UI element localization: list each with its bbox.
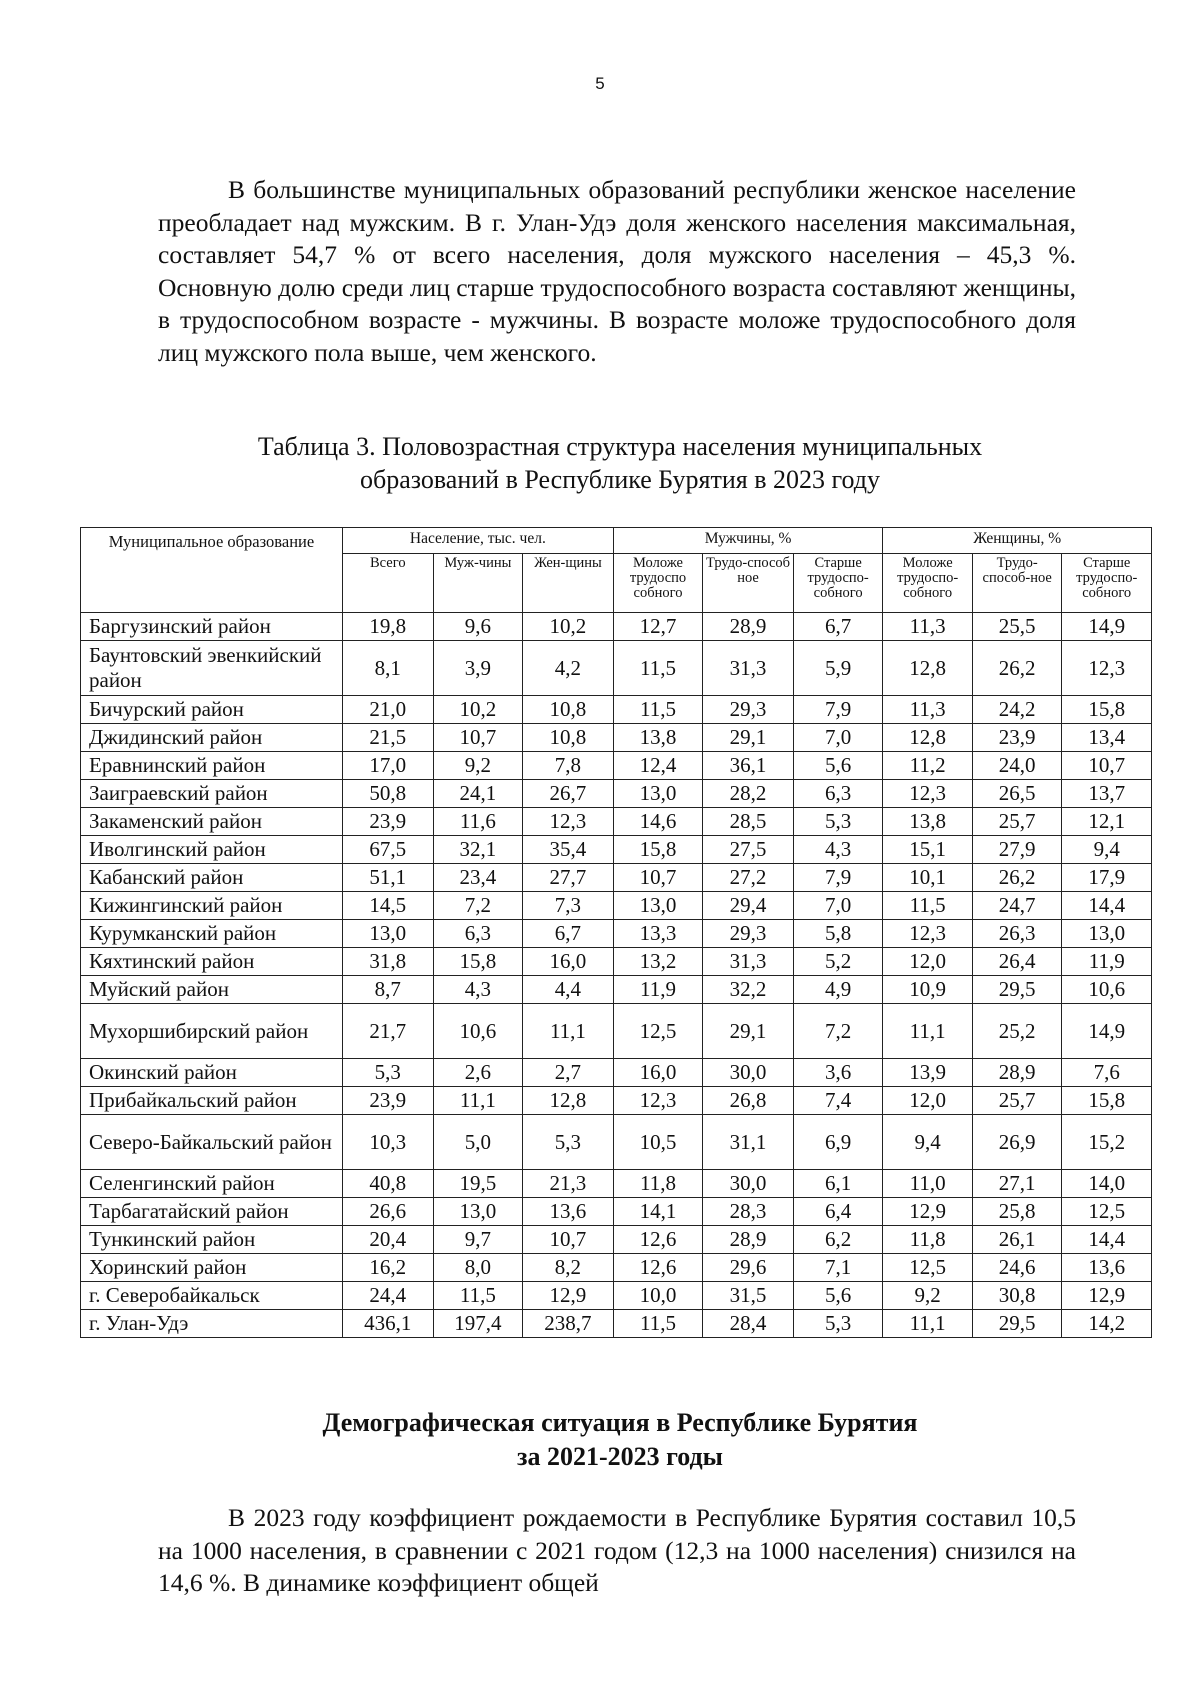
table-cell: 23,9	[343, 1087, 434, 1115]
municipality-name: Еравнинский район	[81, 752, 343, 780]
table-cell: 10,7	[523, 1226, 614, 1254]
table-cell: 13,8	[883, 808, 973, 836]
table-cell: 8,2	[523, 1254, 614, 1282]
table-cell: 25,7	[972, 808, 1062, 836]
table-cell: 51,1	[343, 864, 434, 892]
table-cell: 32,1	[433, 836, 523, 864]
municipality-name: Хоринский район	[81, 1254, 343, 1282]
table-cell: 5,6	[793, 1282, 883, 1310]
table-cell: 7,0	[793, 724, 883, 752]
table-cell: 29,6	[703, 1254, 794, 1282]
table-row	[81, 1282, 1152, 1310]
table-cell: 30,8	[972, 1282, 1062, 1310]
table-row	[81, 752, 1152, 780]
table-cell: 12,6	[613, 1254, 703, 1282]
table-cell: 5,9	[793, 641, 883, 696]
table-cell: 25,2	[972, 1004, 1062, 1059]
table-cell: 12,3	[613, 1087, 703, 1115]
table-cell: 24,7	[972, 892, 1062, 920]
table-cell: 35,4	[523, 836, 614, 864]
municipality-name: Баунтовский эвенкийский район	[81, 641, 343, 696]
table-cell: 11,1	[523, 1004, 614, 1059]
table-row	[81, 1115, 1152, 1170]
table-row	[81, 892, 1152, 920]
table-cell: 16,0	[613, 1059, 703, 1087]
table-cell: 16,0	[523, 948, 614, 976]
table-cell: 2,7	[523, 1059, 614, 1087]
table-cell: 12,8	[883, 641, 973, 696]
table-cell: 26,2	[972, 641, 1062, 696]
table-row	[81, 1198, 1152, 1226]
table-cell: 13,0	[613, 892, 703, 920]
table-cell: 23,4	[433, 864, 523, 892]
municipality-name: Баргузинский район	[81, 613, 343, 641]
table-cell: 197,4	[433, 1310, 523, 1338]
table-cell: 15,8	[433, 948, 523, 976]
table-cell: 36,1	[703, 752, 794, 780]
table-cell: 12,3	[883, 780, 973, 808]
table-cell: 11,1	[433, 1087, 523, 1115]
table-cell: 31,3	[703, 948, 794, 976]
table-cell: 3,6	[793, 1059, 883, 1087]
table-cell: 4,2	[523, 641, 614, 696]
table-cell: 7,9	[793, 696, 883, 724]
table-cell: 30,0	[703, 1170, 794, 1198]
table-cell: 28,9	[972, 1059, 1062, 1087]
table-cell: 31,1	[703, 1115, 794, 1170]
table-cell: 11,1	[883, 1310, 973, 1338]
table-cell: 10,8	[523, 724, 614, 752]
table-cell: 436,1	[343, 1310, 434, 1338]
table-cell: 11,5	[613, 641, 703, 696]
table-cell: 13,0	[1062, 920, 1152, 948]
table-cell: 12,5	[1062, 1198, 1152, 1226]
table-cell: 24,4	[343, 1282, 434, 1310]
municipality-name: Бичурский район	[81, 696, 343, 724]
table-cell: 27,2	[703, 864, 794, 892]
table-row	[81, 724, 1152, 752]
page-number: 5	[595, 74, 605, 93]
table-cell: 12,9	[1062, 1282, 1152, 1310]
municipality-name: г. Северобайкальск	[81, 1282, 343, 1310]
table-cell: 19,8	[343, 613, 434, 641]
table-cell: 29,5	[972, 1310, 1062, 1338]
table-cell: 11,9	[613, 976, 703, 1004]
table-cell: 4,3	[793, 836, 883, 864]
table-row	[81, 948, 1152, 976]
table-cell: 5,3	[793, 1310, 883, 1338]
table-cell: 12,9	[883, 1198, 973, 1226]
population-structure-table	[80, 527, 1152, 1338]
table-cell: 10,6	[1062, 976, 1152, 1004]
table-cell: 28,5	[703, 808, 794, 836]
table-cell: 7,4	[793, 1087, 883, 1115]
table-cell: 12,8	[883, 724, 973, 752]
table-cell: 11,5	[883, 892, 973, 920]
municipality-name: Мухоршибирский район	[81, 1004, 343, 1059]
municipality-name: Джидинский район	[81, 724, 343, 752]
table-cell: 31,8	[343, 948, 434, 976]
table-cell: 26,4	[972, 948, 1062, 976]
table-caption	[80, 430, 1160, 496]
table-row	[81, 836, 1152, 864]
table-cell: 4,9	[793, 976, 883, 1004]
table-cell: 32,2	[703, 976, 794, 1004]
municipality-name: Селенгинский район	[81, 1170, 343, 1198]
table-row	[81, 1170, 1152, 1198]
header-men-count: Муж-чины	[433, 554, 523, 613]
table-cell: 5,3	[343, 1059, 434, 1087]
table-cell: 14,4	[1062, 1226, 1152, 1254]
table-row	[81, 808, 1152, 836]
table-cell: 11,8	[883, 1226, 973, 1254]
table-cell: 11,8	[613, 1170, 703, 1198]
table-cell: 15,8	[1062, 696, 1152, 724]
table-row	[81, 976, 1152, 1004]
table-cell: 14,4	[1062, 892, 1152, 920]
municipality-name: Тункинский район	[81, 1226, 343, 1254]
table-cell: 9,4	[1062, 836, 1152, 864]
table-cell: 10,6	[433, 1004, 523, 1059]
table-cell: 10,2	[433, 696, 523, 724]
table-cell: 31,3	[703, 641, 794, 696]
table-cell: 13,0	[343, 920, 434, 948]
table-row	[81, 696, 1152, 724]
table-cell: 10,7	[613, 864, 703, 892]
table-cell: 7,6	[1062, 1059, 1152, 1087]
municipality-name: Прибайкальский район	[81, 1087, 343, 1115]
header-total: Всего	[343, 554, 434, 613]
header-men-old: Старше трудоспо-собного	[793, 554, 883, 613]
table-cell: 4,4	[523, 976, 614, 1004]
table-cell: 6,2	[793, 1226, 883, 1254]
table-cell: 24,2	[972, 696, 1062, 724]
table-cell: 9,2	[433, 752, 523, 780]
table-row	[81, 1310, 1152, 1338]
table-cell: 13,0	[433, 1198, 523, 1226]
table-cell: 26,8	[703, 1087, 794, 1115]
table-row	[81, 1059, 1152, 1087]
table-cell: 10,5	[613, 1115, 703, 1170]
table-cell: 5,8	[793, 920, 883, 948]
section-title-line-1: Демографическая ситуация в Республике Бурятия	[322, 1408, 918, 1437]
table-cell: 11,6	[433, 808, 523, 836]
municipality-name: Кяхтинский район	[81, 948, 343, 976]
table-row	[81, 613, 1152, 641]
table-cell: 10,1	[883, 864, 973, 892]
header-women-young: Моложе трудоспо-собного	[883, 554, 973, 613]
table-cell: 2,6	[433, 1059, 523, 1087]
municipality-name: Кабанский район	[81, 864, 343, 892]
table-cell: 6,4	[793, 1198, 883, 1226]
table-cell: 12,8	[523, 1087, 614, 1115]
table-cell: 11,5	[613, 1310, 703, 1338]
table-cell: 6,1	[793, 1170, 883, 1198]
table-cell: 24,1	[433, 780, 523, 808]
table-cell: 28,2	[703, 780, 794, 808]
table-cell: 29,3	[703, 920, 794, 948]
table-cell: 21,3	[523, 1170, 614, 1198]
table-cell: 15,8	[1062, 1087, 1152, 1115]
table-cell: 29,1	[703, 1004, 794, 1059]
table-cell: 10,7	[1062, 752, 1152, 780]
table-cell: 11,9	[1062, 948, 1152, 976]
table-cell: 7,1	[793, 1254, 883, 1282]
table-cell: 12,0	[883, 1087, 973, 1115]
table-cell: 50,8	[343, 780, 434, 808]
table-cell: 12,5	[883, 1254, 973, 1282]
table-cell: 11,3	[883, 613, 973, 641]
table-cell: 27,9	[972, 836, 1062, 864]
header-men-group: Мужчины, %	[613, 528, 883, 554]
table-cell: 21,7	[343, 1004, 434, 1059]
table-cell: 238,7	[523, 1310, 614, 1338]
table-cell: 11,3	[883, 696, 973, 724]
table-cell: 24,0	[972, 752, 1062, 780]
table-cell: 9,4	[883, 1115, 973, 1170]
table-cell: 67,5	[343, 836, 434, 864]
header-population-group: Население, тыс. чел.	[343, 528, 614, 554]
table-row	[81, 864, 1152, 892]
table-cell: 14,0	[1062, 1170, 1152, 1198]
table-cell: 29,4	[703, 892, 794, 920]
table-cell: 13,0	[613, 780, 703, 808]
table-cell: 8,1	[343, 641, 434, 696]
table-row	[81, 920, 1152, 948]
table-cell: 24,6	[972, 1254, 1062, 1282]
table-cell: 31,5	[703, 1282, 794, 1310]
table-cell: 12,7	[613, 613, 703, 641]
table-cell: 12,0	[883, 948, 973, 976]
table-cell: 4,3	[433, 976, 523, 1004]
table-row	[81, 1254, 1152, 1282]
table-cell: 10,7	[433, 724, 523, 752]
header-men-working: Трудо-способ ное	[703, 554, 794, 613]
table-cell: 10,2	[523, 613, 614, 641]
table-cell: 13,2	[613, 948, 703, 976]
municipality-name: Кижингинский район	[81, 892, 343, 920]
table-cell: 12,3	[1062, 641, 1152, 696]
table-cell: 5,2	[793, 948, 883, 976]
table-cell: 14,9	[1062, 1004, 1152, 1059]
municipality-name: Тарбагатайский район	[81, 1198, 343, 1226]
intro-paragraph: В большинстве муниципальных образований республики женское население преобладает над мужским. В г. Улан-Удэ доля женского населения максимальная, составляет 54,7 % от всего населения, доля мужского населения – 45,3 %. Основную долю среди лиц старше трудоспособного возраста составляют женщины, в трудоспособном возрасте - мужчины. В возрасте моложе трудоспособного доля лиц мужского пола выше, чем женского.	[158, 175, 1076, 367]
table-cell: 7,9	[793, 864, 883, 892]
municipality-name: Иволгинский район	[81, 836, 343, 864]
table-cell: 11,5	[613, 696, 703, 724]
table-cell: 7,3	[523, 892, 614, 920]
table-cell: 10,9	[883, 976, 973, 1004]
header-women-old: Старше трудоспо-собного	[1062, 554, 1152, 613]
table-cell: 30,0	[703, 1059, 794, 1087]
table-cell: 19,5	[433, 1170, 523, 1198]
table-caption-line-2: образований в Республике Бурятия в 2023 году	[359, 465, 881, 494]
table-cell: 12,4	[613, 752, 703, 780]
table-cell: 14,5	[343, 892, 434, 920]
table-cell: 25,5	[972, 613, 1062, 641]
header-women-working: Трудо-способ-ное	[972, 554, 1062, 613]
table-cell: 40,8	[343, 1170, 434, 1198]
table-row	[81, 1004, 1152, 1059]
table-row	[81, 641, 1152, 696]
table-cell: 3,9	[433, 641, 523, 696]
table-caption-line-1: Таблица 3. Половозрастная структура населения муниципальных	[257, 432, 983, 461]
municipality-name: Закаменский район	[81, 808, 343, 836]
table-cell: 5,6	[793, 752, 883, 780]
table-cell: 5,0	[433, 1115, 523, 1170]
table-cell: 14,1	[613, 1198, 703, 1226]
table-cell: 29,3	[703, 696, 794, 724]
table-cell: 11,1	[883, 1004, 973, 1059]
table-cell: 25,8	[972, 1198, 1062, 1226]
table-cell: 6,9	[793, 1115, 883, 1170]
table-cell: 27,7	[523, 864, 614, 892]
table-cell: 7,8	[523, 752, 614, 780]
table-cell: 9,2	[883, 1282, 973, 1310]
table-cell: 23,9	[972, 724, 1062, 752]
table-cell: 15,1	[883, 836, 973, 864]
table-cell: 12,6	[613, 1226, 703, 1254]
table-cell: 26,2	[972, 864, 1062, 892]
table-cell: 23,9	[343, 808, 434, 836]
municipality-name: Северо-Байкальский район	[81, 1115, 343, 1170]
table-cell: 15,8	[613, 836, 703, 864]
table-cell: 13,7	[1062, 780, 1152, 808]
municipality-name: Заиграевский район	[81, 780, 343, 808]
table-cell: 12,9	[523, 1282, 614, 1310]
table-cell: 12,1	[1062, 808, 1152, 836]
table-cell: 12,5	[613, 1004, 703, 1059]
table-cell: 11,0	[883, 1170, 973, 1198]
table-cell: 13,6	[1062, 1254, 1152, 1282]
table-cell: 7,2	[433, 892, 523, 920]
demography-paragraph: В 2023 году коэффициент рождаемости в Республике Бурятия составил 10,5 на 1000 населения, в сравнении с 2021 годом (12,3 на 1000 населения) снизился на 14,6 %. В динамике коэффициент общей	[158, 1503, 1076, 1597]
table-cell: 8,7	[343, 976, 434, 1004]
table-cell: 14,6	[613, 808, 703, 836]
table-cell: 13,3	[613, 920, 703, 948]
municipality-name: Муйский район	[81, 976, 343, 1004]
table-cell: 27,5	[703, 836, 794, 864]
table-cell: 26,1	[972, 1226, 1062, 1254]
table-cell: 6,7	[793, 613, 883, 641]
header-women-group: Женщины, %	[883, 528, 1152, 554]
table-cell: 26,7	[523, 780, 614, 808]
table-cell: 9,7	[433, 1226, 523, 1254]
table-cell: 6,3	[433, 920, 523, 948]
table-cell: 16,2	[343, 1254, 434, 1282]
header-men-young: Моложе трудоспо собного	[613, 554, 703, 613]
table-cell: 21,0	[343, 696, 434, 724]
table-cell: 5,3	[793, 808, 883, 836]
table-cell: 28,9	[703, 1226, 794, 1254]
table-cell: 12,3	[523, 808, 614, 836]
table-cell: 6,3	[793, 780, 883, 808]
table-cell: 11,2	[883, 752, 973, 780]
municipality-name: Окинский район	[81, 1059, 343, 1087]
table-cell: 13,4	[1062, 724, 1152, 752]
table-cell: 25,7	[972, 1087, 1062, 1115]
table-cell: 27,1	[972, 1170, 1062, 1198]
section-title-line-2: за 2021-2023 годы	[517, 1442, 723, 1471]
table-cell: 15,2	[1062, 1115, 1152, 1170]
municipality-name: г. Улан-Удэ	[81, 1310, 343, 1338]
table-row	[81, 1226, 1152, 1254]
section-title	[80, 1406, 1160, 1474]
table-cell: 28,3	[703, 1198, 794, 1226]
table-cell: 13,6	[523, 1198, 614, 1226]
header-municipality: Муниципальное образование	[81, 528, 343, 613]
table-cell: 6,7	[523, 920, 614, 948]
table-cell: 14,9	[1062, 613, 1152, 641]
table-cell: 14,2	[1062, 1310, 1152, 1338]
table-cell: 20,4	[343, 1226, 434, 1254]
table-cell: 26,5	[972, 780, 1062, 808]
table-cell: 11,5	[433, 1282, 523, 1310]
table-cell: 29,1	[703, 724, 794, 752]
table-body	[81, 613, 1152, 1338]
table-cell: 8,0	[433, 1254, 523, 1282]
table-cell: 17,0	[343, 752, 434, 780]
table-cell: 7,0	[793, 892, 883, 920]
table-cell: 10,0	[613, 1282, 703, 1310]
table-cell: 28,4	[703, 1310, 794, 1338]
table-cell: 9,6	[433, 613, 523, 641]
table-cell: 10,3	[343, 1115, 434, 1170]
table-cell: 29,5	[972, 976, 1062, 1004]
table-cell: 5,3	[523, 1115, 614, 1170]
municipality-name: Курумканский район	[81, 920, 343, 948]
table-cell: 7,2	[793, 1004, 883, 1059]
table-cell: 26,3	[972, 920, 1062, 948]
table-cell: 13,9	[883, 1059, 973, 1087]
table-cell: 21,5	[343, 724, 434, 752]
table-row	[81, 780, 1152, 808]
table-cell: 17,9	[1062, 864, 1152, 892]
table-cell: 12,3	[883, 920, 973, 948]
table-cell: 10,8	[523, 696, 614, 724]
header-women-count: Жен-щины	[523, 554, 614, 613]
table-row	[81, 1087, 1152, 1115]
table-cell: 28,9	[703, 613, 794, 641]
table-cell: 26,6	[343, 1198, 434, 1226]
table-cell: 26,9	[972, 1115, 1062, 1170]
table-cell: 13,8	[613, 724, 703, 752]
